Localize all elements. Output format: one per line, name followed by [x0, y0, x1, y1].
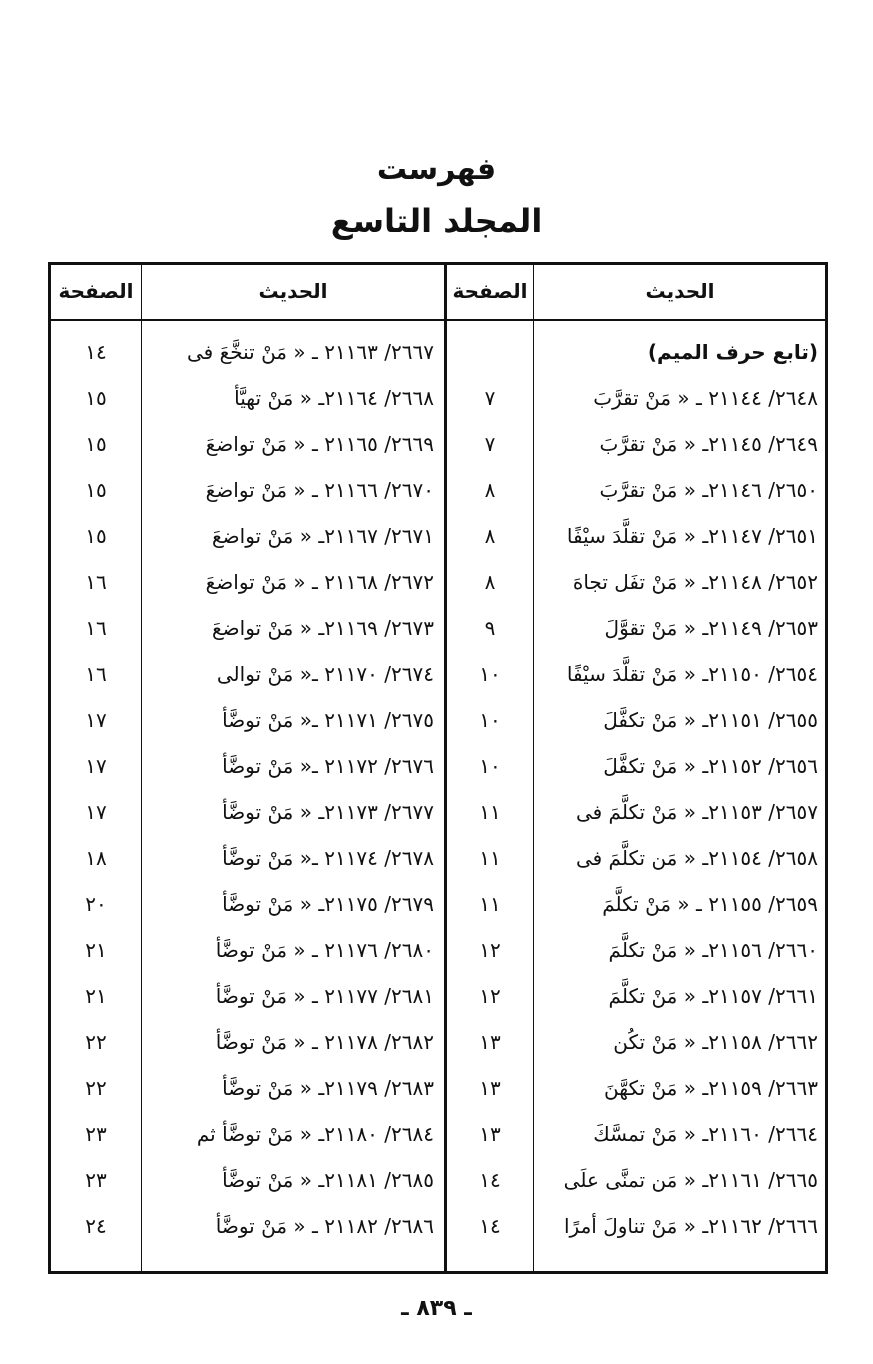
index-entry-page: ٢٣ [85, 1168, 107, 1192]
index-entry-hadith: ٢٦٦٨/ ٢١١٦٤ـ « مَنْ تهيَّأ [234, 386, 434, 410]
index-entry-hadith: ٢٦٥٣/ ٢١١٤٩ـ « مَنْ تقوَّلَ [604, 616, 818, 640]
index-entry-page: ٨ [484, 570, 496, 594]
index-entry-page: ١٧ [85, 800, 107, 824]
index-entry-page: ١١ [479, 800, 501, 824]
index-entry-page: ٢١ [85, 938, 107, 962]
index-entry-page: ١٣ [479, 1122, 501, 1146]
index-entry-hadith: ٢٦٥٠/ ٢١١٤٦ـ « مَنْ تقرَّبَ [599, 478, 818, 502]
index-entry-page: ٩ [484, 616, 496, 640]
index-entry-page: ٧ [484, 386, 496, 410]
index-entry-hadith: ٢٦٥٩/ ٢١١٥٥ ـ « مَنْ تكلَّمَ [602, 892, 818, 916]
index-entry-page: ١٤ [85, 340, 107, 364]
index-entry-page: ١٢ [479, 938, 501, 962]
index-entry-page: ٢٠ [85, 892, 107, 916]
index-entry-page: ١١ [479, 846, 501, 870]
header-right-hadith: الحديث [645, 279, 715, 303]
column-divider [533, 262, 534, 1274]
index-entry-hadith: ٢٦٧٣/ ٢١١٦٩ـ « مَنْ تواضعَ [212, 616, 434, 640]
index-entry-hadith: ٢٦٧١/ ٢١١٦٧ـ « مَنْ تواضعَ [212, 524, 434, 548]
index-entry-page: ١٧ [85, 708, 107, 732]
index-entry-hadith: ٢٦٥٤/ ٢١١٥٠ـ « مَنْ تقلَّدَ سيْفًا [566, 662, 818, 686]
header-right-page: الصفحة [452, 279, 528, 303]
index-entry-page: ١٦ [85, 662, 107, 686]
index-entry-hadith: (تابع حرف الميم) [647, 340, 818, 364]
page-number: ـ ٨٣٩ ـ [401, 1296, 472, 1321]
index-entry-page: ١٤ [479, 1214, 501, 1238]
index-entry-hadith: ٢٦٦٠/ ٢١١٥٦ـ « مَنْ تكلَّمَ [608, 938, 818, 962]
index-entry-page: ١٠ [479, 662, 501, 686]
index-entry-hadith: ٢٦٨٣/ ٢١١٧٩ـ « مَنْ توضَّأ [222, 1076, 434, 1100]
index-entry-page: ١٠ [479, 754, 501, 778]
index-entry-hadith: ٢٦٧٥/ ٢١١٧١ ـ« مَنْ توضَّأ [222, 708, 434, 732]
index-entry-page: ١٨ [85, 846, 107, 870]
index-entry-page [447, 329, 533, 375]
index-entry-page: ١٥ [85, 386, 107, 410]
index-entry-hadith: ٢٦٨٢/ ٢١١٧٨ ـ « مَنْ توضَّأ [215, 1030, 434, 1054]
index-entry-page: ١٦ [85, 616, 107, 640]
index-entry-hadith: ٢٦٧٦/ ٢١١٧٢ ـ« مَنْ توضَّأ [222, 754, 434, 778]
index-entry-hadith: ٢٦٨٤/ ٢١١٨٠ـ « مَنْ توضَّأ ثم [196, 1122, 434, 1146]
index-entry-page: ٢٣ [85, 1122, 107, 1146]
index-entry-hadith: ٢٦٤٨/ ٢١١٤٤ ـ « مَنْ تقرَّبَ [593, 386, 818, 410]
index-entry-page: ٧ [484, 432, 496, 456]
header-left-hadith: الحديث [258, 279, 328, 303]
index-entry-page: ٨ [484, 524, 496, 548]
index-entry-hadith: ٢٦٧٠/ ٢١١٦٦ ـ « مَنْ تواضعَ [205, 478, 434, 502]
index-entry-hadith: ٢٦٤٩/ ٢١١٤٥ـ « مَنْ تقرَّبَ [599, 432, 818, 456]
index-entry-page: ١٧ [85, 754, 107, 778]
index-entry-hadith: ٢٦٧٩/ ٢١١٧٥ـ « مَنْ توضَّأ [222, 892, 434, 916]
index-entry-hadith: ٢٦٥٦/ ٢١١٥٢ـ « مَنْ تكفَّلَ [603, 754, 818, 778]
index-entry-page: ٢٢ [85, 1076, 107, 1100]
index-entry-hadith: ٢٦٧٤/ ٢١١٧٠ ـ« مَنْ توالى [216, 662, 434, 686]
index-entry-hadith: ٢٦٦٢/ ٢١١٥٨ـ « مَنْ تكُن [613, 1030, 818, 1054]
index-entry-hadith: ٢٦٨٥/ ٢١١٨١ـ « مَنْ توضَّأ [222, 1168, 434, 1192]
index-entry-page: ٢١ [85, 984, 107, 1008]
index-entry-page: ٢٤ [85, 1214, 107, 1238]
index-entry-hadith: ٢٦٥٨/ ٢١١٥٤ـ « مَن تكلَّمَ فى [575, 846, 818, 870]
index-entry-page: ١٥ [85, 432, 107, 456]
volume-title: المجلد التاسع [330, 202, 543, 240]
index-entry-hadith: ٢٦٥٥/ ٢١١٥١ـ « مَنْ تكفَّلَ [603, 708, 818, 732]
index-entry-page: ١٠ [479, 708, 501, 732]
index-entry-hadith: ٢٦٧٧/ ٢١١٧٣ـ « مَنْ توضَّأ [222, 800, 434, 824]
index-entry-hadith: ٢٦٧٢/ ٢١١٦٨ ـ « مَنْ تواضعَ [205, 570, 434, 594]
index-entry-hadith: ٢٦٦٥/ ٢١١٦١ـ « مَن تمنَّى علَى [563, 1168, 818, 1192]
index-entry-hadith: ٢٦٨٠/ ٢١١٧٦ ـ « مَنْ توضَّأ [215, 938, 434, 962]
index-entry-hadith: ٢٦٦١/ ٢١١٥٧ـ « مَنْ تكلَّمَ [608, 984, 818, 1008]
index-entry-page: ٨ [484, 478, 496, 502]
index-entry-hadith: ٢٦٦٦/ ٢١١٦٢ـ « مَنْ تناولَ أمرًا [563, 1214, 818, 1238]
index-entry-hadith: ٢٦٨١/ ٢١١٧٧ ـ « مَنْ توضَّأ [215, 984, 434, 1008]
index-entry-hadith: ٢٦٦٩/ ٢١١٦٥ ـ « مَنْ تواضعَ [205, 432, 434, 456]
index-entry-hadith: ٢٦٥٧/ ٢١١٥٣ـ « مَنْ تكلَّمَ فى [575, 800, 818, 824]
index-title: فهرست [376, 152, 497, 187]
index-entry-hadith: ٢٦٥٢/ ٢١١٤٨ـ « مَنْ تفَل تجاهَ [572, 570, 818, 594]
index-entry-page: ١٦ [85, 570, 107, 594]
index-entry-page: ١٥ [85, 478, 107, 502]
index-entry-hadith: ٢٦٥١/ ٢١١٤٧ـ « مَنْ تقلَّدَ سيْفًا [566, 524, 818, 548]
header-left-page: الصفحة [58, 279, 134, 303]
index-entry-page: ١٥ [85, 524, 107, 548]
index-entry-hadith: ٢٦٧٨/ ٢١١٧٤ ـ« مَنْ توضَّأ [222, 846, 434, 870]
index-entry-hadith: ٢٦٦٣/ ٢١١٥٩ـ « مَنْ تكهَّنَ [604, 1076, 818, 1100]
column-divider [141, 262, 142, 1274]
index-entry-page: ١٤ [479, 1168, 501, 1192]
index-entry-page: ٢٢ [85, 1030, 107, 1054]
index-entry-hadith: ٢٦٨٦/ ٢١١٨٢ ـ « مَنْ توضَّأ [215, 1214, 434, 1238]
index-entry-page: ١٣ [479, 1076, 501, 1100]
header-divider [48, 319, 828, 321]
index-entry-page: ١١ [479, 892, 501, 916]
index-entry-page: ١٢ [479, 984, 501, 1008]
index-entry-hadith: ٢٦٦٧/ ٢١١٦٣ ـ « مَنْ تنخَّعَ فى [186, 340, 434, 364]
index-entry-page: ١٣ [479, 1030, 501, 1054]
index-entry-hadith: ٢٦٦٤/ ٢١١٦٠ـ « مَنْ تمسَّكَ [593, 1122, 818, 1146]
